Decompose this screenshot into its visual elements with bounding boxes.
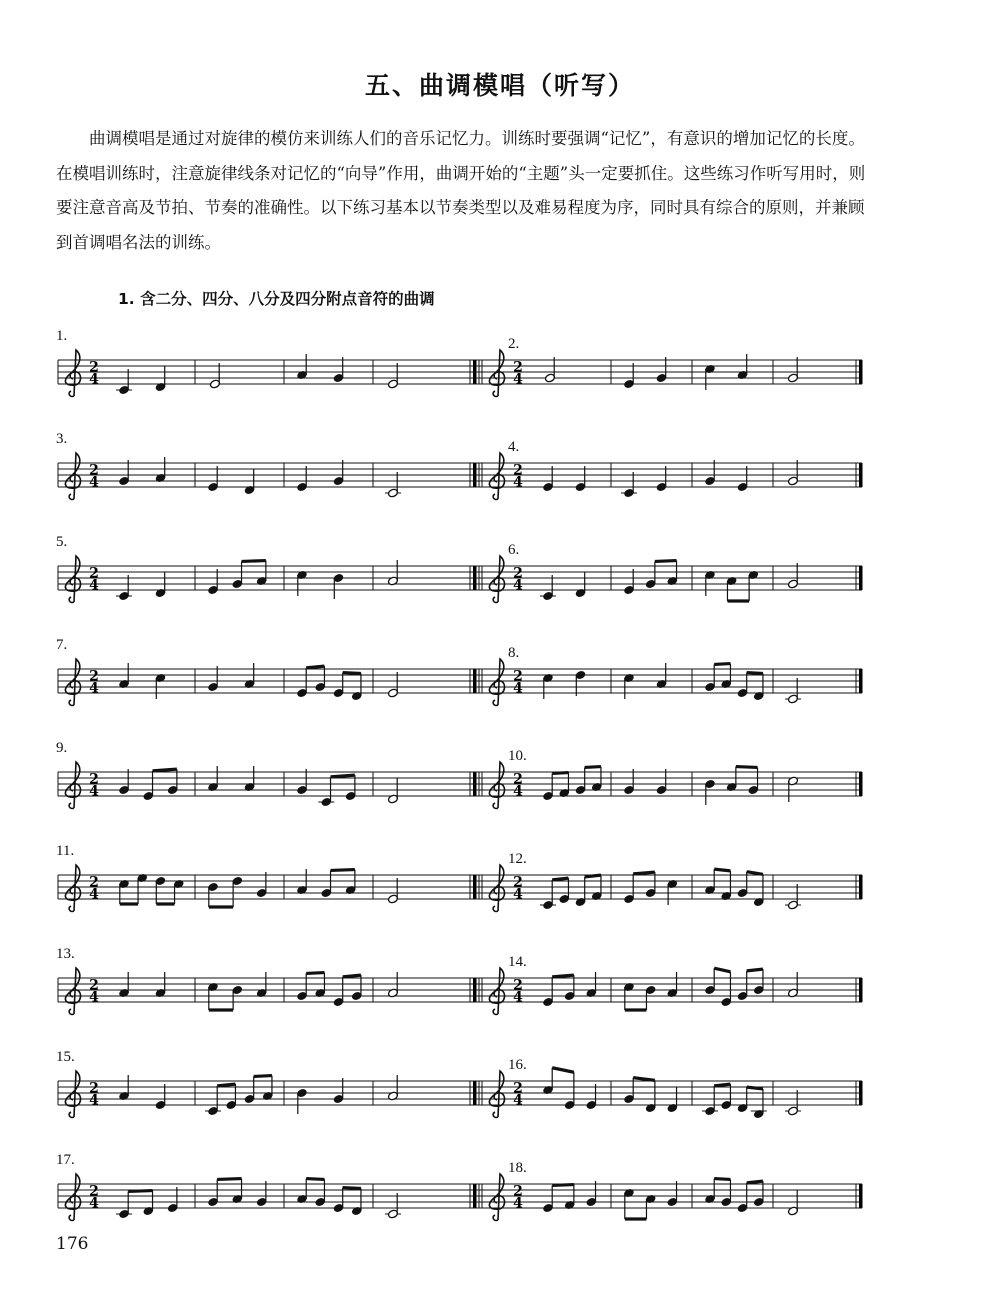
beam xyxy=(217,1084,235,1086)
treble-clef-icon xyxy=(65,968,80,1014)
final-barline xyxy=(859,669,863,693)
exercise-number: 1. xyxy=(56,328,68,344)
time-signature-bottom: 4 xyxy=(513,886,523,903)
time-signature-top: 2 xyxy=(89,1080,99,1097)
time-signature-top: 2 xyxy=(513,565,523,582)
beam xyxy=(217,1179,241,1180)
time-signature-top: 2 xyxy=(89,359,99,376)
time-signature-bottom: 4 xyxy=(513,474,523,491)
time-signature-bottom: 4 xyxy=(89,474,99,491)
time-signature-top: 2 xyxy=(89,771,99,788)
beam xyxy=(331,870,355,871)
beam xyxy=(306,666,324,668)
page-number: 176 xyxy=(56,1234,89,1254)
final-barline xyxy=(859,1081,863,1105)
time-signature-top: 2 xyxy=(89,668,99,685)
treble-clef-icon xyxy=(65,762,80,808)
intro-paragraph: 曲调模唱是通过对旋律的模仿来训练人们的音乐记忆力。训练时要强调“记忆”，有意识的增加记忆的长度。在模唱训练时，注意旋律线条对记忆的“向导”作用，曲调开始的“主题”头一定要抓住。这些练习作听写用时，则要注意音高及节拍、节奏的准确性。以下练习基本以节奏类型以及难易程度为序，同时具有综合的原则，并兼顾到首调唱名法的训练。 xyxy=(56,129,866,252)
time-signature-top: 2 xyxy=(513,977,523,994)
beam xyxy=(552,975,574,977)
beam xyxy=(552,1185,574,1186)
time-signature-bottom: 4 xyxy=(89,371,99,388)
time-signature-bottom: 4 xyxy=(513,680,523,697)
exercise-number: 7. xyxy=(56,637,68,653)
exercise-number: 16. xyxy=(508,1057,527,1073)
time-signature-top: 2 xyxy=(89,462,99,479)
exercise-number: 12. xyxy=(508,851,527,867)
beam xyxy=(343,1188,361,1189)
time-signature-bottom: 4 xyxy=(513,1092,523,1109)
exercise-number: 2. xyxy=(508,336,520,352)
section-heading: 1. 含二分、四分、八分及四分附点音符的曲调 xyxy=(118,290,435,308)
final-barline xyxy=(859,978,863,1002)
exercise-number: 5. xyxy=(56,534,68,550)
beam xyxy=(306,973,324,974)
beam xyxy=(714,664,730,665)
treble-clef-icon xyxy=(65,659,80,705)
beam xyxy=(128,1191,152,1192)
time-signature-bottom: 4 xyxy=(513,989,523,1006)
time-signature-top: 2 xyxy=(513,462,523,479)
time-signature-top: 2 xyxy=(89,874,99,891)
beam xyxy=(306,1179,324,1180)
beam xyxy=(242,561,266,562)
exercise-number: 17. xyxy=(56,1152,75,1168)
beam xyxy=(736,767,758,768)
treble-clef-icon xyxy=(489,1071,504,1117)
time-signature-bottom: 4 xyxy=(89,1092,99,1109)
treble-clef-icon xyxy=(489,1174,504,1220)
beam xyxy=(254,1076,272,1077)
beam xyxy=(633,1078,655,1081)
beam xyxy=(714,869,730,871)
time-signature-top: 2 xyxy=(513,1080,523,1097)
exercise-number: 4. xyxy=(508,439,520,455)
treble-clef-icon xyxy=(489,350,504,396)
time-signature-top: 2 xyxy=(513,359,523,376)
beam xyxy=(552,773,568,774)
beam xyxy=(747,1181,763,1183)
beam xyxy=(343,975,361,977)
treble-clef-icon xyxy=(65,556,80,602)
time-signature-bottom: 4 xyxy=(89,577,99,594)
time-signature-bottom: 4 xyxy=(89,783,99,800)
exercise-number: 18. xyxy=(508,1160,527,1176)
exercise-number: 11. xyxy=(56,843,75,859)
time-signature-bottom: 4 xyxy=(513,1195,523,1212)
treble-clef-icon xyxy=(489,968,504,1014)
beam xyxy=(747,969,763,971)
time-signature-top: 2 xyxy=(513,668,523,685)
treble-clef-icon xyxy=(65,453,80,499)
exercise-number: 6. xyxy=(508,542,520,558)
time-signature-top: 2 xyxy=(89,977,99,994)
time-signature-bottom: 4 xyxy=(89,1195,99,1212)
treble-clef-icon xyxy=(489,659,504,705)
treble-clef-icon xyxy=(489,865,504,911)
time-signature-top: 2 xyxy=(513,874,523,891)
exercise-number: 15. xyxy=(56,1049,75,1065)
beam xyxy=(552,878,568,880)
beam xyxy=(714,968,730,972)
time-signature-top: 2 xyxy=(89,565,99,582)
treble-clef-icon xyxy=(489,453,504,499)
time-signature-bottom: 4 xyxy=(513,783,523,800)
final-barline xyxy=(859,360,863,384)
time-signature-top: 2 xyxy=(89,1183,99,1200)
beam xyxy=(714,1179,730,1180)
time-signature-bottom: 4 xyxy=(89,886,99,903)
final-barline xyxy=(859,463,863,487)
treble-clef-icon xyxy=(489,762,504,808)
exercise-number: 3. xyxy=(56,431,68,447)
treble-clef-icon xyxy=(65,1174,80,1220)
final-barline xyxy=(859,1184,863,1208)
time-signature-bottom: 4 xyxy=(513,577,523,594)
time-signature-bottom: 4 xyxy=(89,989,99,1006)
time-signature-bottom: 4 xyxy=(513,371,523,388)
exercise-number: 9. xyxy=(56,740,68,756)
treble-clef-icon xyxy=(65,865,80,911)
beam xyxy=(585,875,601,877)
treble-clef-icon xyxy=(65,350,80,396)
beam xyxy=(552,1068,574,1073)
beam xyxy=(585,767,601,768)
beam xyxy=(747,673,763,674)
beam xyxy=(714,1084,730,1086)
exercise-number: 14. xyxy=(508,954,527,970)
final-barline xyxy=(859,875,863,899)
beam xyxy=(331,775,355,777)
time-signature-top: 2 xyxy=(513,1183,523,1200)
beam xyxy=(153,769,177,771)
page-title: 五、曲调模唱（听写） xyxy=(364,71,635,100)
final-barline xyxy=(859,772,863,796)
beam xyxy=(633,872,655,874)
time-signature-top: 2 xyxy=(513,771,523,788)
time-signature-bottom: 4 xyxy=(89,680,99,697)
final-barline xyxy=(859,566,863,590)
beam xyxy=(343,673,361,674)
exercise-number: 10. xyxy=(508,748,527,764)
treble-clef-icon xyxy=(489,556,504,602)
exercise-number: 8. xyxy=(508,645,520,661)
beam xyxy=(655,561,677,562)
beam xyxy=(747,872,763,875)
beam xyxy=(747,1087,763,1089)
exercise-number: 13. xyxy=(56,946,75,962)
treble-clef-icon xyxy=(65,1071,80,1117)
